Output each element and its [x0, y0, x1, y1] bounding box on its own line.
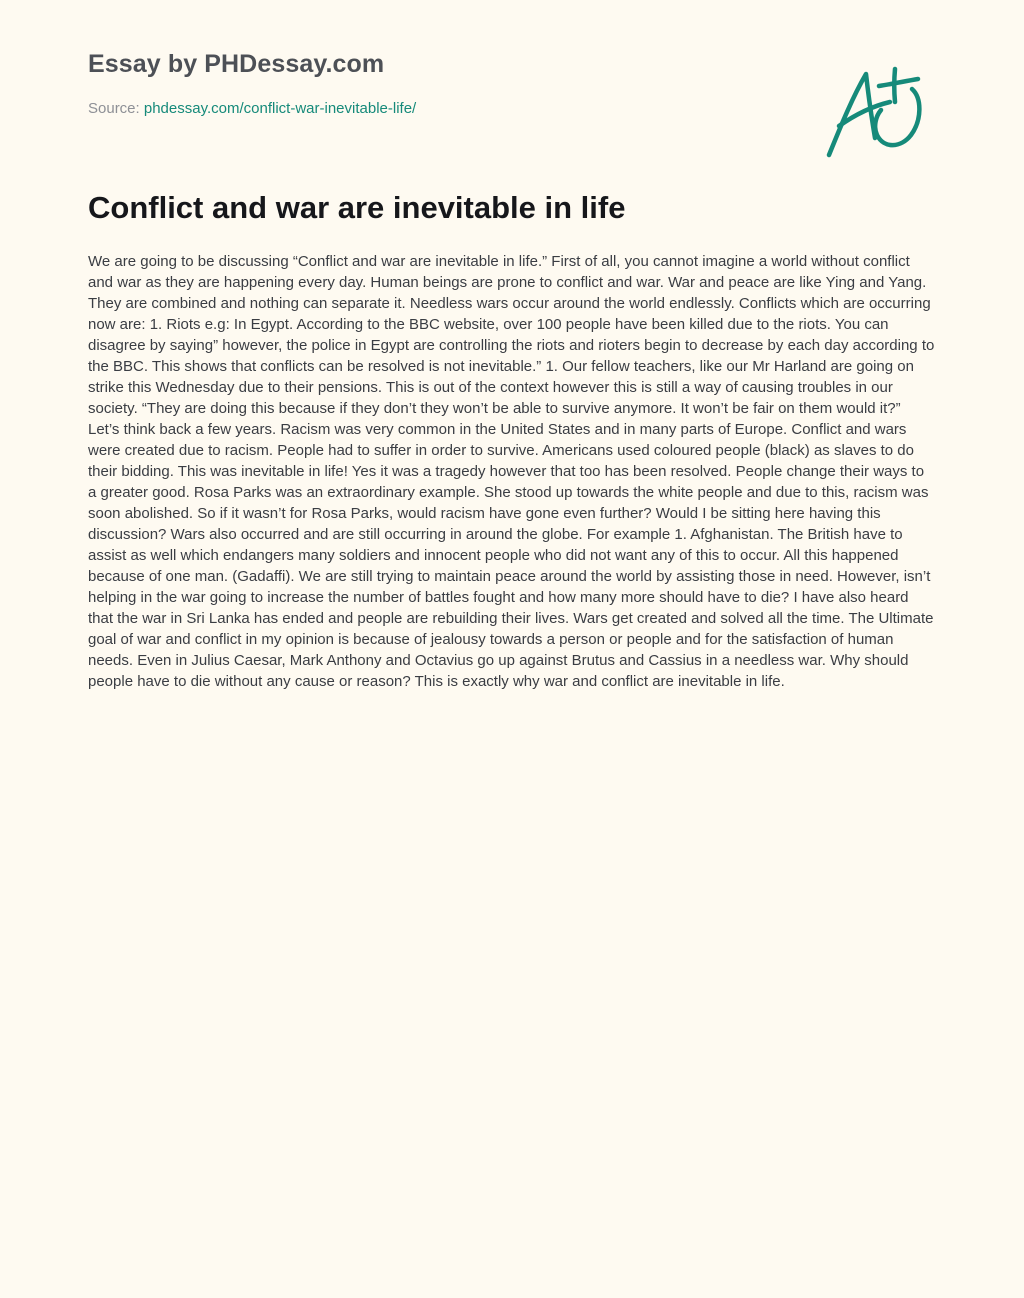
- a-letter-stroke: [829, 74, 875, 155]
- essay-body: We are going to be discussing “Conflict and war are inevitable in life.” First of all, you cannot imagine a world without conflict and war as they are happening every day. Human beings are prone to conflict and war. War and peace are like Ying and Yang. They are combined and nothing can separate it. Needless wars occur around the world endlessly. Conflicts which are occurring now are: 1. Riots e.g: In Egypt. According to the BBC website, over 100 people have been killed due to the riots. You can disagree by saying” however, the police in Egypt are controlling the riots and rioters begin to decrease by each day according to the BBC. This shows that conflicts can be resolved is not inevitable.” 1. Our fellow teachers, like our Mr Harland are going on strike this Wednesday due to their pensions. This is out of the context however this is still a way of causing troubles in our society. “They are doing this because if they don’t they won’t be able to survive anymore. It won’t be fair on them would it?” Let’s think back a few years. Racism was very common in the United States and in many parts of Europe. Conflict and wars were created due to racism. People had to suffer in order to survive. Americans used coloured people (black) as slaves to do their bidding. This was inevitable in life! Yes it was a tragedy however that too has been resolved. People change their ways to a greater good. Rosa Parks was an extraordinary example. She stood up towards the white people and due to this, racism was soon abolished. So if it wasn’t for Rosa Parks, would racism have gone even further? Would I be sitting here having this discussion? Wars also occurred and are still occurring in around the globe. For example 1. Afghanistan. The British have to assist as well which endangers many soldiers and innocent people who did not want any of this to occur. All this happened because of one man. (Gadaffi). We are still trying to maintain peace around the world by assisting those in need. However, isn’t helping in the war going to increase the number of battles fought and how many more should have to die? I have also heard that the war in Sri Lanka has ended and people are rebuilding their lives. Wars get created and solved all the time. The Ultimate goal of war and conflict in my opinion is because of jealousy towards a person or people and for the satisfaction of human needs. Even in Julius Caesar, Mark Anthony and Octavius go up against Brutus and Cassius in a needless war. Why should people have to die without any cause or reason? This is exactly why war and conflict are inevitable in life.: [88, 253, 935, 690]
- source-line: [88, 100, 416, 117]
- source-link[interactable]: phdessay.com/conflict-war-inevitable-life/: [143, 100, 417, 117]
- plus-horizontal-stroke: [879, 79, 918, 86]
- site-title: Essay by PHDessay.com: [88, 50, 385, 78]
- essay-title: Conflict and war are inevitable in life: [88, 190, 626, 225]
- a-plus-grade-icon: [818, 62, 930, 162]
- source-label: Source:: [88, 100, 140, 117]
- circle-stroke: [875, 89, 919, 145]
